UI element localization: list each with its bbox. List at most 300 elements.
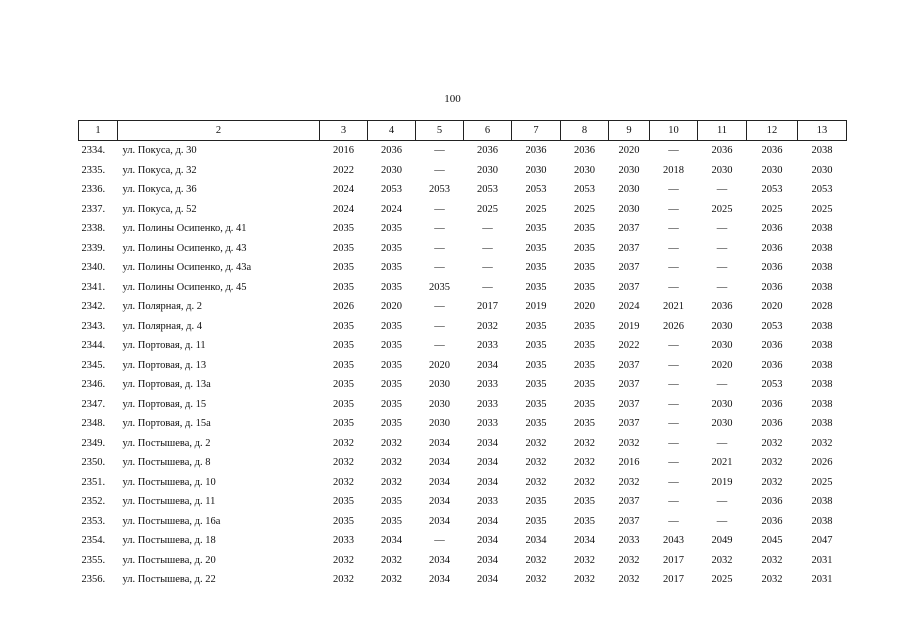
year-cell: 2053 [761, 379, 783, 391]
year-cell: 2035 [525, 379, 547, 391]
table-row [79, 200, 847, 220]
year-cell: — [434, 164, 445, 176]
row-number-cell: 2339. [81, 242, 106, 254]
year-cell: 2035 [381, 242, 402, 254]
year-cell: 2035 [574, 515, 595, 527]
year-cell: — [668, 379, 679, 391]
year-cell: 2035 [333, 398, 354, 410]
year-cell: 2053 [381, 184, 402, 196]
address-cell: ул. Покуса, д. 32 [122, 164, 197, 176]
year-cell: 2030 [429, 418, 450, 430]
year-cell: 2026 [333, 301, 354, 313]
table-row [79, 317, 847, 337]
year-cell: 2018 [663, 164, 684, 176]
year-cell: 2030 [711, 398, 733, 410]
year-cell: 2032 [333, 476, 354, 488]
year-cell: — [716, 281, 728, 293]
year-cell: 2036 [761, 515, 783, 527]
year-cell: — [716, 437, 728, 449]
year-cell: 2028 [811, 301, 833, 313]
year-cell: 2035 [574, 418, 595, 430]
column-header: 3 [320, 121, 368, 141]
year-cell: 2053 [429, 184, 450, 196]
year-cell: 2025 [711, 574, 733, 586]
year-cell: 2035 [333, 379, 354, 391]
year-cell: 2038 [811, 223, 833, 235]
table-row [79, 434, 847, 454]
column-header: 9 [609, 121, 650, 141]
year-cell: 2032 [333, 574, 354, 586]
row-number-cell: 2356. [81, 574, 106, 586]
year-cell: 2034 [381, 535, 402, 547]
year-cell: — [434, 242, 445, 254]
year-cell: 2034 [477, 359, 498, 371]
table-row [79, 473, 847, 493]
year-cell: 2049 [711, 535, 733, 547]
address-cell: ул. Портовая, д. 13а [122, 379, 211, 391]
year-cell: 2053 [525, 184, 547, 196]
year-cell: 2030 [429, 398, 450, 410]
year-cell: 2043 [663, 535, 684, 547]
year-cell: 2035 [525, 515, 547, 527]
year-cell: — [668, 340, 679, 352]
year-cell: — [668, 359, 679, 371]
year-cell: 2031 [811, 574, 833, 586]
year-cell: 2034 [429, 554, 450, 566]
year-cell: 2036 [761, 398, 783, 410]
year-cell: 2021 [663, 301, 684, 313]
row-number-cell: 2338. [81, 223, 106, 235]
year-cell: 2025 [477, 203, 498, 215]
column-header: 2 [118, 121, 320, 141]
year-cell: 2035 [574, 281, 595, 293]
year-cell: 2030 [711, 418, 733, 430]
table-row [79, 161, 847, 181]
year-cell: 2034 [477, 437, 498, 449]
year-cell: 2032 [761, 437, 783, 449]
column-header: 10 [650, 121, 698, 141]
year-cell: 2035 [525, 262, 547, 274]
table-row [79, 239, 847, 259]
year-cell: 2038 [811, 359, 833, 371]
year-cell: 2032 [618, 437, 640, 449]
year-cell: 2030 [525, 164, 547, 176]
header-row [79, 121, 847, 141]
year-cell: 2036 [381, 145, 402, 157]
row-number-cell: 2353. [81, 515, 106, 527]
year-cell: — [668, 242, 679, 254]
year-cell: 2025 [525, 203, 547, 215]
year-cell: 2038 [811, 340, 833, 352]
table-body [79, 141, 847, 590]
year-cell: 2024 [333, 203, 354, 215]
year-cell: 2036 [711, 145, 733, 157]
table-row [79, 297, 847, 317]
year-cell: 2038 [811, 320, 833, 332]
year-cell: 2032 [381, 457, 402, 469]
year-cell: 2032 [711, 554, 733, 566]
year-cell: 2035 [381, 340, 402, 352]
year-cell: 2032 [381, 554, 402, 566]
table-row [79, 141, 847, 161]
year-cell: 2045 [761, 535, 783, 547]
year-cell: 2034 [525, 535, 547, 547]
year-cell: 2038 [811, 281, 833, 293]
year-cell: 2036 [761, 262, 783, 274]
year-cell: — [482, 281, 493, 293]
table-row [79, 258, 847, 278]
year-cell: — [668, 476, 679, 488]
year-cell: — [668, 457, 679, 469]
year-cell: 2022 [333, 164, 354, 176]
year-cell: 2036 [761, 418, 783, 430]
year-cell: 2019 [711, 476, 733, 488]
year-cell: 2038 [811, 515, 833, 527]
year-cell: 2030 [618, 203, 640, 215]
year-cell: — [434, 535, 445, 547]
year-cell: 2030 [574, 164, 595, 176]
address-cell: ул. Постышева, д. 10 [122, 476, 216, 488]
column-header: 1 [79, 121, 118, 141]
year-cell: 2035 [333, 223, 354, 235]
year-cell: 2037 [618, 223, 640, 235]
year-cell: 2035 [525, 496, 547, 508]
year-cell: 2033 [618, 535, 640, 547]
year-cell: 2020 [761, 301, 783, 313]
row-number-cell: 2334. [81, 145, 106, 157]
address-cell: ул. Постышева, д. 2 [122, 437, 211, 449]
year-cell: 2035 [333, 281, 354, 293]
table-row [79, 570, 847, 590]
year-cell: 2032 [333, 554, 354, 566]
year-cell: 2032 [574, 457, 595, 469]
year-cell: 2035 [381, 515, 402, 527]
year-cell: 2053 [811, 184, 833, 196]
year-cell: 2032 [525, 457, 547, 469]
table-row [79, 180, 847, 200]
address-cell: ул. Полины Осипенко, д. 41 [122, 223, 247, 235]
year-cell: — [434, 340, 445, 352]
address-cell: ул. Покуса, д. 36 [122, 184, 197, 196]
row-number-cell: 2350. [81, 457, 106, 469]
address-cell: ул. Полины Осипенко, д. 45 [122, 281, 247, 293]
year-cell: 2032 [574, 437, 595, 449]
year-cell: — [482, 242, 493, 254]
year-cell: 2032 [574, 574, 595, 586]
year-cell: 2034 [477, 476, 498, 488]
year-cell: 2035 [574, 242, 595, 254]
year-cell: 2032 [333, 457, 354, 469]
year-cell: 2032 [618, 574, 640, 586]
year-cell: 2033 [333, 535, 354, 547]
year-cell: 2025 [574, 203, 595, 215]
address-cell: ул. Портовая, д. 15а [122, 418, 211, 430]
address-cell: ул. Постышева, д. 18 [122, 535, 216, 547]
year-cell: 2020 [381, 301, 402, 313]
year-cell: 2030 [618, 184, 640, 196]
row-number-cell: 2346. [81, 379, 106, 391]
year-cell: 2035 [333, 359, 354, 371]
year-cell: 2033 [477, 418, 498, 430]
year-cell: 2032 [525, 437, 547, 449]
year-cell: 2035 [333, 340, 354, 352]
year-cell: 2038 [811, 379, 833, 391]
year-cell: 2037 [618, 242, 640, 254]
year-cell: 2033 [477, 379, 498, 391]
address-cell: ул. Постышева, д. 20 [122, 554, 216, 566]
row-number-cell: 2340. [81, 262, 106, 274]
page-number: 100 [444, 93, 461, 105]
year-cell: — [716, 262, 728, 274]
year-cell: — [434, 223, 445, 235]
year-cell: — [434, 320, 445, 332]
year-cell: 2030 [811, 164, 833, 176]
year-cell: 2036 [761, 281, 783, 293]
year-cell: 2035 [333, 320, 354, 332]
table-row [79, 278, 847, 298]
year-cell: 2035 [525, 320, 547, 332]
table-row [79, 512, 847, 532]
year-cell: 2034 [429, 496, 450, 508]
year-cell: 2032 [333, 437, 354, 449]
year-cell: 2016 [333, 145, 354, 157]
year-cell: 2036 [761, 242, 783, 254]
column-header: 11 [698, 121, 747, 141]
year-cell: 2021 [711, 457, 733, 469]
row-number-cell: 2343. [81, 320, 106, 332]
year-cell: 2035 [333, 242, 354, 254]
year-cell: 2037 [618, 398, 640, 410]
address-cell: ул. Постышева, д. 11 [122, 496, 216, 508]
table-row [79, 356, 847, 376]
year-cell: 2038 [811, 262, 833, 274]
row-number-cell: 2355. [81, 554, 106, 566]
year-cell: 2025 [811, 476, 833, 488]
table-row [79, 551, 847, 571]
address-cell: ул. Покуса, д. 30 [122, 145, 197, 157]
schedule-table [78, 120, 847, 590]
year-cell: 2017 [663, 574, 684, 586]
year-cell: 2053 [761, 320, 783, 332]
column-header: 6 [464, 121, 512, 141]
year-cell: 2037 [618, 496, 640, 508]
year-cell: 2032 [525, 476, 547, 488]
year-cell: 2035 [574, 379, 595, 391]
row-number-cell: 2349. [81, 437, 106, 449]
year-cell: 2036 [761, 145, 783, 157]
year-cell: 2034 [429, 476, 450, 488]
year-cell: 2032 [381, 574, 402, 586]
address-cell: ул. Полярная, д. 2 [122, 301, 202, 313]
year-cell: 2035 [525, 242, 547, 254]
year-cell: 2032 [761, 457, 783, 469]
row-number-cell: 2336. [81, 184, 106, 196]
year-cell: 2034 [477, 554, 498, 566]
year-cell: 2030 [477, 164, 498, 176]
year-cell: 2035 [381, 496, 402, 508]
year-cell: — [668, 418, 679, 430]
year-cell: 2032 [525, 574, 547, 586]
year-cell: 2034 [429, 457, 450, 469]
year-cell: 2030 [761, 164, 783, 176]
year-cell: 2032 [761, 554, 783, 566]
year-cell: — [668, 437, 679, 449]
year-cell: — [716, 242, 728, 254]
row-number-cell: 2345. [81, 359, 106, 371]
year-cell: 2033 [477, 398, 498, 410]
year-cell: 2017 [477, 301, 498, 313]
table-row [79, 395, 847, 415]
year-cell: — [668, 262, 679, 274]
year-cell: 2037 [618, 262, 640, 274]
year-cell: 2035 [381, 418, 402, 430]
year-cell: 2020 [574, 301, 595, 313]
address-cell: ул. Полины Осипенко, д. 43 [122, 242, 247, 254]
year-cell: 2035 [381, 281, 402, 293]
year-cell: 2020 [429, 359, 450, 371]
year-cell: — [668, 496, 679, 508]
year-cell: 2035 [381, 379, 402, 391]
address-cell: ул. Портовая, д. 11 [122, 340, 206, 352]
year-cell: — [668, 398, 679, 410]
address-cell: ул. Постышева, д. 22 [122, 574, 216, 586]
year-cell: — [716, 496, 728, 508]
address-cell: ул. Постышева, д. 8 [122, 457, 211, 469]
row-number-cell: 2342. [81, 301, 106, 313]
year-cell: 2035 [525, 340, 547, 352]
table-row [79, 492, 847, 512]
year-cell: 2030 [381, 164, 402, 176]
column-header: 5 [416, 121, 464, 141]
year-cell: 2034 [477, 515, 498, 527]
year-cell: 2036 [477, 145, 498, 157]
year-cell: — [668, 203, 679, 215]
year-cell: 2016 [618, 457, 640, 469]
year-cell: 2017 [663, 554, 684, 566]
year-cell: 2026 [663, 320, 684, 332]
year-cell: 2019 [525, 301, 547, 313]
column-header: 7 [512, 121, 561, 141]
year-cell: 2033 [477, 496, 498, 508]
row-number-cell: 2351. [81, 476, 106, 488]
year-cell: 2032 [381, 476, 402, 488]
year-cell: 2035 [381, 398, 402, 410]
column-header: 4 [368, 121, 416, 141]
column-header: 8 [561, 121, 609, 141]
year-cell: 2035 [574, 398, 595, 410]
row-number-cell: 2344. [81, 340, 106, 352]
year-cell: 2047 [811, 535, 833, 547]
year-cell: 2030 [711, 340, 733, 352]
year-cell: 2026 [811, 457, 833, 469]
address-cell: ул. Полины Осипенко, д. 43а [122, 262, 252, 274]
year-cell: 2034 [477, 574, 498, 586]
year-cell: 2019 [618, 320, 640, 332]
table-row [79, 453, 847, 473]
year-cell: 2035 [574, 262, 595, 274]
address-cell: ул. Полярная, д. 4 [122, 320, 202, 332]
year-cell: 2030 [711, 164, 733, 176]
year-cell: 2020 [711, 359, 733, 371]
year-cell: 2035 [381, 320, 402, 332]
year-cell: 2024 [381, 203, 402, 215]
year-cell: 2022 [618, 340, 640, 352]
year-cell: 2035 [333, 496, 354, 508]
year-cell: 2032 [525, 554, 547, 566]
year-cell: 2036 [525, 145, 547, 157]
year-cell: 2037 [618, 379, 640, 391]
year-cell: 2034 [429, 437, 450, 449]
year-cell: 2024 [618, 301, 640, 313]
year-cell: 2037 [618, 418, 640, 430]
address-cell: ул. Постышева, д. 16а [122, 515, 221, 527]
year-cell: 2032 [761, 574, 783, 586]
year-cell: 2024 [333, 184, 354, 196]
year-cell: 2037 [618, 515, 640, 527]
year-cell: 2035 [525, 418, 547, 430]
year-cell: 2035 [381, 262, 402, 274]
table-row [79, 531, 847, 551]
year-cell: 2036 [711, 301, 733, 313]
year-cell: — [716, 515, 728, 527]
year-cell: 2035 [381, 359, 402, 371]
year-cell: 2036 [761, 359, 783, 371]
year-cell: 2035 [333, 515, 354, 527]
row-number-cell: 2347. [81, 398, 106, 410]
year-cell: 2037 [618, 359, 640, 371]
year-cell: 2032 [381, 437, 402, 449]
year-cell: 2053 [574, 184, 595, 196]
column-header: 12 [747, 121, 798, 141]
year-cell: 2035 [574, 496, 595, 508]
year-cell: 2035 [574, 340, 595, 352]
year-cell: 2034 [429, 515, 450, 527]
year-cell: 2038 [811, 242, 833, 254]
year-cell: 2035 [525, 398, 547, 410]
year-cell: — [434, 301, 445, 313]
year-cell: 2030 [711, 320, 733, 332]
table-row [79, 375, 847, 395]
year-cell: 2035 [525, 359, 547, 371]
year-cell: 2025 [761, 203, 783, 215]
year-cell: 2035 [429, 281, 450, 293]
year-cell: 2020 [618, 145, 640, 157]
year-cell: 2034 [574, 535, 595, 547]
year-cell: 2035 [574, 223, 595, 235]
row-number-cell: 2354. [81, 535, 106, 547]
year-cell: 2034 [429, 574, 450, 586]
year-cell: 2031 [811, 554, 833, 566]
year-cell: — [668, 281, 679, 293]
year-cell: 2032 [761, 476, 783, 488]
year-cell: 2032 [618, 554, 640, 566]
year-cell: — [716, 379, 728, 391]
row-number-cell: 2341. [81, 281, 106, 293]
year-cell: 2038 [811, 145, 833, 157]
table-row [79, 414, 847, 434]
address-cell: ул. Портовая, д. 15 [122, 398, 207, 410]
row-number-cell: 2352. [81, 496, 106, 508]
year-cell: — [668, 515, 679, 527]
year-cell: 2035 [333, 262, 354, 274]
year-cell: 2025 [811, 203, 833, 215]
row-number-cell: 2335. [81, 164, 106, 176]
year-cell: — [434, 203, 445, 215]
address-cell: ул. Портовая, д. 13 [122, 359, 207, 371]
year-cell: 2038 [811, 496, 833, 508]
table-row [79, 219, 847, 239]
year-cell: 2034 [477, 457, 498, 469]
